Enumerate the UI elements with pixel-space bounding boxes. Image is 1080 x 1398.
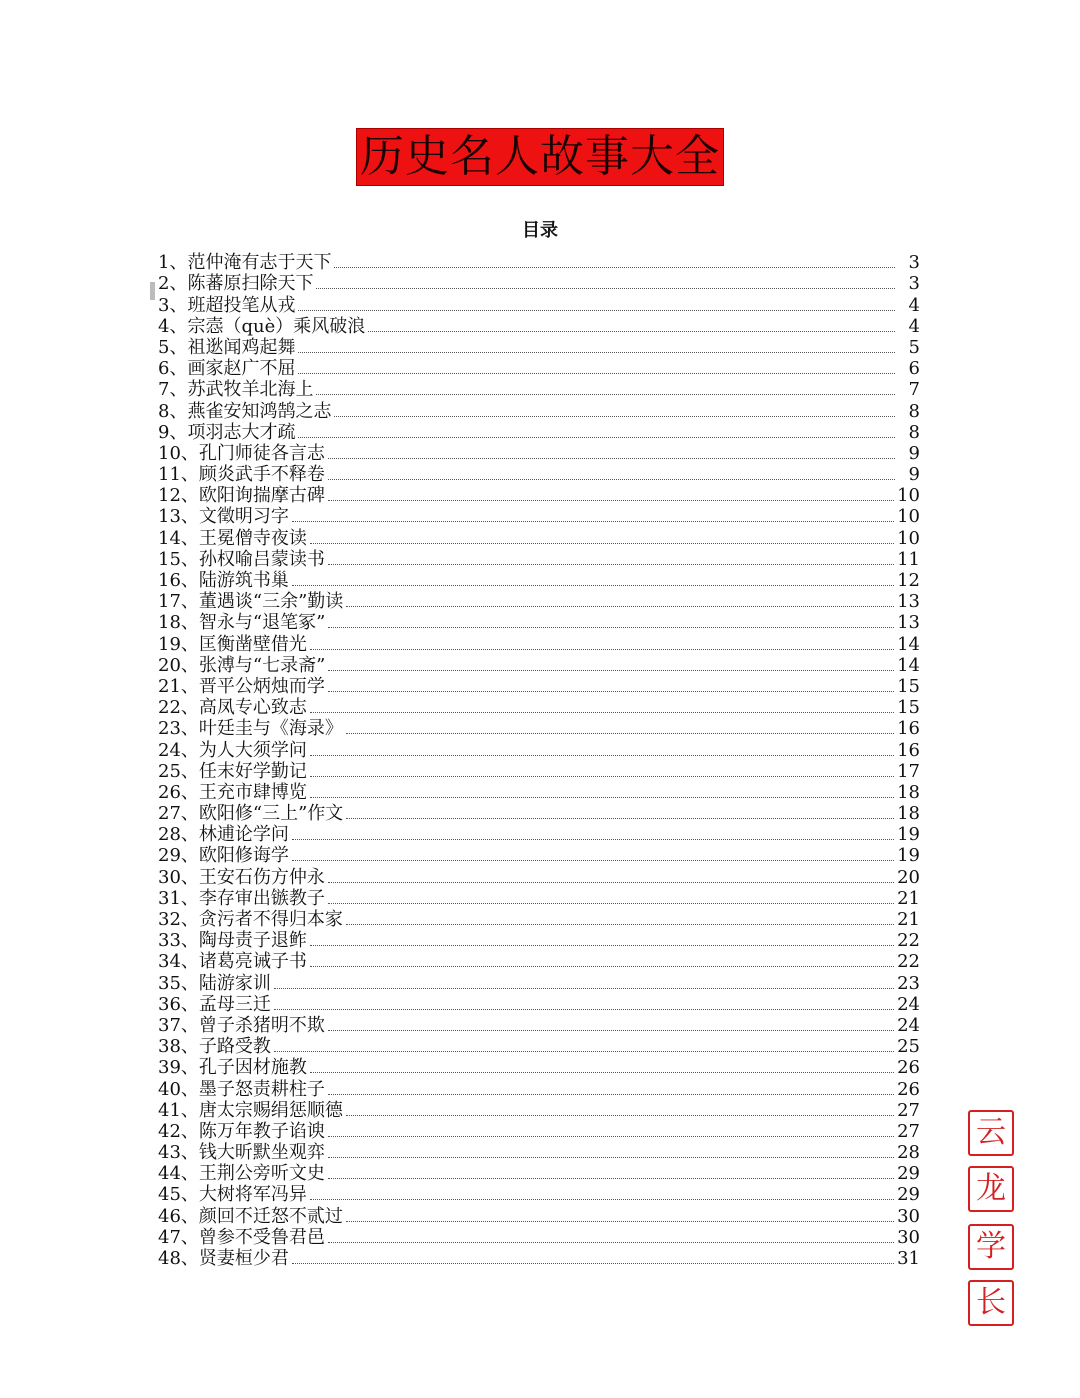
toc-entry[interactable] <box>158 1036 920 1057</box>
toc-entry[interactable] <box>158 782 920 803</box>
toc-page-number: 8 <box>908 421 920 443</box>
seal-character: 云 <box>968 1110 1014 1156</box>
toc-entry-title[interactable]: 曾参不受鲁君邑 <box>198 1226 325 1248</box>
toc-dot-leader <box>310 1072 894 1073</box>
toc-entry-number: 14、 <box>158 527 199 549</box>
toc-entry[interactable] <box>158 972 920 993</box>
toc-dot-leader <box>346 1115 894 1116</box>
toc-entry-title[interactable]: 任末好学勤记 <box>198 760 307 782</box>
toc-entry[interactable] <box>158 422 920 443</box>
toc-entry-title[interactable]: 班超投笔从戎 <box>187 294 296 316</box>
toc-page-number: 25 <box>897 1036 920 1058</box>
toc-page-number: 16 <box>897 718 920 740</box>
toc-entry-number: 26、 <box>158 781 199 803</box>
toc-dot-leader <box>328 1157 894 1158</box>
toc-heading: 目录 <box>522 220 558 241</box>
toc-entry-title[interactable]: 欧阳修诲学 <box>198 845 289 867</box>
toc-entry-title[interactable]: 墨子怒责耕柱子 <box>198 1078 325 1100</box>
toc-dot-leader <box>346 924 894 925</box>
toc-entry-number: 24、 <box>158 739 199 761</box>
toc-entry-title[interactable]: 叶廷圭与《海录》 <box>198 718 343 740</box>
toc-entry-number: 41、 <box>158 1099 199 1121</box>
toc-entry-number: 8、 <box>158 400 188 422</box>
toc-page-number: 9 <box>908 464 920 486</box>
toc-entry-number: 48、 <box>158 1248 199 1269</box>
toc-dot-leader <box>328 1030 894 1031</box>
toc-page-number: 15 <box>897 697 920 719</box>
toc-page-number: 27 <box>897 1120 920 1142</box>
toc-dot-leader <box>328 627 894 628</box>
toc-entry[interactable] <box>158 739 920 760</box>
toc-entry-title[interactable]: 颜回不迁怒不贰过 <box>198 1205 343 1227</box>
toc-dot-leader <box>298 437 895 438</box>
toc-entry[interactable] <box>158 655 920 676</box>
toc-dot-leader <box>328 882 894 883</box>
toc-dot-leader <box>334 416 895 417</box>
toc-dot-leader <box>346 1221 894 1222</box>
toc-dot-leader <box>328 1178 894 1179</box>
toc-entry-number: 32、 <box>158 909 199 930</box>
toc-entry-number: 25、 <box>158 760 199 782</box>
toc-page-number: 30 <box>897 1205 920 1227</box>
toc-entry[interactable] <box>158 400 920 421</box>
toc-entry[interactable] <box>158 273 920 294</box>
toc-page-number: 22 <box>897 951 920 973</box>
toc-entry-title[interactable]: 陈蕃原扫除天下 <box>187 273 314 295</box>
document-title: 历史名人故事大全 <box>360 131 720 182</box>
toc-entry[interactable] <box>158 1227 920 1248</box>
toc-page-number: 20 <box>897 866 920 888</box>
toc-entry-title[interactable]: 陶母责子退鲊 <box>198 930 307 952</box>
toc-entry-number: 6、 <box>158 358 188 380</box>
toc-entry-title[interactable]: 画家赵广不屈 <box>187 358 296 380</box>
toc-entry-number: 31、 <box>158 887 199 909</box>
toc-page-number: 13 <box>897 591 920 613</box>
toc-entry[interactable] <box>158 803 920 824</box>
toc-dot-leader <box>292 860 894 861</box>
toc-entry[interactable] <box>158 358 920 379</box>
toc-entry-number: 15、 <box>158 548 199 570</box>
toc-entry-number: 9、 <box>158 421 188 443</box>
toc-dot-leader <box>328 1094 894 1095</box>
toc-entry-title[interactable]: 陆游家训 <box>198 972 271 994</box>
toc-dot-leader <box>368 331 895 332</box>
table-of-contents <box>158 252 920 1269</box>
toc-dot-leader <box>316 288 895 289</box>
toc-entry-number: 16、 <box>158 570 199 591</box>
toc-entry-number: 4、 <box>158 315 188 337</box>
toc-page-number: 27 <box>897 1099 920 1121</box>
toc-entry-number: 33、 <box>158 930 199 952</box>
toc-dot-leader <box>316 394 895 395</box>
toc-dot-leader <box>310 1199 894 1200</box>
toc-entry-title[interactable]: 张溥与“七录斋” <box>198 654 326 676</box>
toc-entry-number: 3、 <box>158 294 188 316</box>
toc-entry[interactable] <box>158 443 920 464</box>
toc-entry-number: 45、 <box>158 1184 199 1206</box>
toc-entry-title[interactable]: 陈万年教子谄谀 <box>198 1120 325 1142</box>
toc-page-number: 7 <box>908 379 920 401</box>
toc-entry-title[interactable]: 孙权喻吕蒙读书 <box>198 548 325 570</box>
toc-entry-number: 36、 <box>158 993 199 1015</box>
toc-dot-leader <box>310 776 894 777</box>
toc-entry-number: 5、 <box>158 336 188 358</box>
toc-entry[interactable] <box>158 549 920 570</box>
toc-entry-number: 2、 <box>158 273 188 295</box>
toc-page-number: 10 <box>897 527 920 549</box>
toc-entry-number: 37、 <box>158 1014 199 1036</box>
toc-dot-leader <box>346 606 894 607</box>
toc-entry[interactable] <box>158 845 920 866</box>
toc-entry-number: 30、 <box>158 866 199 888</box>
toc-entry[interactable] <box>158 464 920 485</box>
toc-entry[interactable] <box>158 1142 920 1163</box>
toc-entry-title[interactable]: 孔子因材施教 <box>198 1057 307 1079</box>
toc-entry[interactable] <box>158 676 920 697</box>
toc-entry-number: 13、 <box>158 506 199 528</box>
toc-page-number: 18 <box>897 803 920 825</box>
toc-entry-number: 38、 <box>158 1036 199 1058</box>
seal-character: 龙 <box>968 1166 1014 1212</box>
toc-dot-leader <box>274 988 894 989</box>
seal-character: 长 <box>968 1280 1014 1326</box>
toc-page-number: 17 <box>897 760 920 782</box>
toc-entry[interactable] <box>158 697 920 718</box>
toc-entry-title[interactable]: 王安石伤方仲永 <box>198 866 325 888</box>
toc-entry[interactable] <box>158 994 920 1015</box>
toc-entry[interactable] <box>158 866 920 887</box>
toc-page-number: 19 <box>897 824 920 846</box>
toc-entry-title[interactable]: 文徵明习字 <box>198 506 289 528</box>
toc-entry[interactable] <box>158 1100 920 1121</box>
toc-entry-title[interactable]: 孟母三迁 <box>198 993 271 1015</box>
toc-entry-number: 22、 <box>158 697 199 719</box>
toc-page-number: 6 <box>908 358 920 380</box>
toc-entry-number: 17、 <box>158 591 199 613</box>
toc-entry-title[interactable]: 曾子杀猪明不欺 <box>198 1014 325 1036</box>
toc-page-number: 31 <box>897 1248 920 1269</box>
toc-dot-leader <box>274 1009 894 1010</box>
toc-entry[interactable] <box>158 1184 920 1205</box>
toc-entry[interactable] <box>158 1163 920 1184</box>
toc-page-number: 11 <box>897 548 920 570</box>
toc-page-number: 24 <box>897 1014 920 1036</box>
toc-entry[interactable] <box>158 1057 920 1078</box>
toc-page-number: 13 <box>897 612 920 634</box>
toc-entry-title[interactable]: 子路受教 <box>198 1036 271 1058</box>
toc-entry-title[interactable]: 范仲淹有志于天下 <box>187 252 332 274</box>
toc-entry-number: 7、 <box>158 379 188 401</box>
toc-page-number: 30 <box>897 1226 920 1248</box>
toc-entry-title[interactable]: 宗悫（què）乘风破浪 <box>187 315 366 337</box>
toc-page-number: 28 <box>897 1142 920 1164</box>
toc-entry-number: 10、 <box>158 442 199 464</box>
toc-entry[interactable] <box>158 294 920 315</box>
toc-page-number: 29 <box>897 1184 920 1206</box>
toc-entry-title[interactable]: 董遇谈“三余”勤读 <box>198 591 344 613</box>
toc-page-number: 5 <box>908 336 920 358</box>
seal-character: 学 <box>968 1224 1014 1270</box>
toc-entry-number: 44、 <box>158 1163 199 1185</box>
toc-entry-title[interactable]: 钱大昕默坐观弈 <box>198 1142 325 1164</box>
toc-dot-leader <box>328 691 894 692</box>
toc-entry[interactable] <box>158 337 920 358</box>
toc-entry-number: 35、 <box>158 972 199 994</box>
toc-page-number: 26 <box>897 1078 920 1100</box>
toc-entry[interactable] <box>158 506 920 527</box>
toc-entry-title[interactable]: 匡衡凿壁借光 <box>198 633 307 655</box>
toc-entry-title[interactable]: 林逋论学问 <box>198 824 289 846</box>
toc-entry-number: 29、 <box>158 845 199 867</box>
toc-entry-number: 34、 <box>158 951 199 973</box>
toc-entry-title[interactable]: 为人大须学问 <box>198 739 307 761</box>
toc-entry-number: 1、 <box>158 252 188 274</box>
toc-entry[interactable] <box>158 591 920 612</box>
toc-entry-title[interactable]: 大树将军冯异 <box>198 1184 307 1206</box>
toc-dot-leader <box>328 500 894 501</box>
toc-page-number: 4 <box>908 315 920 337</box>
toc-entry-number: 20、 <box>158 654 199 676</box>
toc-page-number: 9 <box>908 442 920 464</box>
toc-dot-leader <box>328 479 895 480</box>
toc-entry[interactable] <box>158 252 920 273</box>
toc-dot-leader <box>328 1242 894 1243</box>
toc-page-number: 26 <box>897 1057 920 1079</box>
toc-entry-number: 39、 <box>158 1057 199 1079</box>
toc-entry[interactable] <box>158 527 920 548</box>
toc-page-number: 23 <box>897 972 920 994</box>
toc-entry-number: 28、 <box>158 824 199 846</box>
toc-entry[interactable] <box>158 930 920 951</box>
toc-entry[interactable] <box>158 1121 920 1142</box>
toc-entry-number: 40、 <box>158 1078 199 1100</box>
toc-dot-leader <box>298 352 895 353</box>
toc-entry[interactable] <box>158 1205 920 1226</box>
toc-entry-title[interactable]: 王冕僧寺夜读 <box>198 527 307 549</box>
toc-entry-number: 18、 <box>158 612 199 634</box>
toc-entry-number: 11、 <box>158 464 199 486</box>
toc-entry-title[interactable]: 高凤专心致志 <box>198 697 307 719</box>
toc-entry-title[interactable]: 唐太宗赐绢惩顺德 <box>198 1099 343 1121</box>
toc-entry-title[interactable]: 祖逖闻鸡起舞 <box>187 336 296 358</box>
toc-page-number: 21 <box>897 887 920 909</box>
toc-entry[interactable] <box>158 1078 920 1099</box>
toc-page-number: 16 <box>897 739 920 761</box>
toc-entry[interactable] <box>158 888 920 909</box>
toc-dot-leader <box>298 373 895 374</box>
toc-dot-leader <box>328 903 894 904</box>
toc-entry-title[interactable]: 欧阳询揣摩古碑 <box>198 485 325 507</box>
toc-entry-title[interactable]: 王充市肆博览 <box>198 781 307 803</box>
toc-entry-title[interactable]: 李存审出镞教子 <box>198 887 325 909</box>
toc-entry-title[interactable]: 项羽志大才疏 <box>187 421 296 443</box>
toc-entry-title[interactable]: 孔门师徒各言志 <box>198 442 325 464</box>
toc-entry-title[interactable]: 王荆公旁听文史 <box>198 1163 325 1185</box>
toc-entry-title[interactable]: 燕雀安知鸿鹄之志 <box>187 400 332 422</box>
cursor-marker <box>150 282 155 300</box>
toc-entry-number: 43、 <box>158 1142 199 1164</box>
toc-dot-leader <box>310 543 894 544</box>
toc-entry[interactable] <box>158 316 920 337</box>
toc-page-number: 10 <box>897 485 920 507</box>
toc-page-number: 10 <box>897 506 920 528</box>
toc-dot-leader <box>310 966 894 967</box>
toc-entry-title[interactable]: 陆游筑书巢 <box>198 570 289 591</box>
toc-entry[interactable] <box>158 1248 920 1269</box>
toc-entry[interactable] <box>158 570 920 591</box>
toc-entry[interactable] <box>158 761 920 782</box>
toc-dot-leader <box>328 564 894 565</box>
toc-entry[interactable] <box>158 379 920 400</box>
title-banner <box>356 128 724 186</box>
toc-dot-leader <box>310 945 894 946</box>
toc-entry-number: 27、 <box>158 803 199 825</box>
toc-dot-leader <box>310 797 894 798</box>
toc-dot-leader <box>274 1051 894 1052</box>
toc-entry-number: 47、 <box>158 1226 199 1248</box>
toc-page-number: 22 <box>897 930 920 952</box>
toc-dot-leader <box>292 839 894 840</box>
toc-dot-leader <box>292 1263 894 1264</box>
toc-entry-title[interactable]: 智永与“退笔冢” <box>198 612 326 634</box>
toc-entry[interactable] <box>158 633 920 654</box>
toc-entry-number: 19、 <box>158 633 199 655</box>
toc-entry-title[interactable]: 诸葛亮诫子书 <box>198 951 307 973</box>
toc-dot-leader <box>328 1136 894 1137</box>
toc-page-number: 4 <box>908 294 920 316</box>
toc-page-number: 18 <box>897 781 920 803</box>
toc-entry-title[interactable]: 顾炎武手不释卷 <box>198 464 325 486</box>
toc-entry[interactable] <box>158 824 920 845</box>
toc-dot-leader <box>298 310 895 311</box>
toc-entry-title[interactable]: 贪污者不得归本家 <box>198 909 343 930</box>
toc-entry[interactable] <box>158 1015 920 1036</box>
toc-dot-leader <box>346 733 894 734</box>
toc-entry-number: 23、 <box>158 718 199 740</box>
toc-entry-number: 21、 <box>158 675 199 697</box>
toc-dot-leader <box>292 585 894 586</box>
toc-page-number: 24 <box>897 993 920 1015</box>
toc-dot-leader <box>334 267 895 268</box>
toc-entry[interactable] <box>158 485 920 506</box>
toc-dot-leader <box>310 755 894 756</box>
toc-page-number: 14 <box>897 654 920 676</box>
toc-dot-leader <box>346 818 894 819</box>
toc-entry-title[interactable]: 贤妻桓少君 <box>198 1248 289 1269</box>
toc-page-number: 12 <box>897 570 920 591</box>
toc-entry[interactable] <box>158 909 920 930</box>
toc-page-number: 8 <box>908 400 920 422</box>
toc-page-number: 14 <box>897 633 920 655</box>
toc-page-number: 15 <box>897 675 920 697</box>
toc-dot-leader <box>328 458 895 459</box>
toc-page-number: 21 <box>897 909 920 930</box>
toc-page-number: 29 <box>897 1163 920 1185</box>
toc-entry-title[interactable]: 欧阳修“三上”作文 <box>198 803 344 825</box>
toc-dot-leader <box>310 649 894 650</box>
toc-entry[interactable] <box>158 612 920 633</box>
toc-entry-number: 46、 <box>158 1205 199 1227</box>
toc-dot-leader <box>328 670 894 671</box>
toc-entry-title[interactable]: 苏武牧羊北海上 <box>187 379 314 401</box>
toc-dot-leader <box>310 712 894 713</box>
toc-entry[interactable] <box>158 718 920 739</box>
toc-entry-title[interactable]: 晋平公炳烛而学 <box>198 675 325 697</box>
toc-entry-number: 42、 <box>158 1120 199 1142</box>
toc-dot-leader <box>292 521 894 522</box>
toc-page-number: 3 <box>908 252 920 274</box>
toc-entry-number: 12、 <box>158 485 199 507</box>
toc-page-number: 3 <box>908 273 920 295</box>
toc-entry[interactable] <box>158 951 920 972</box>
toc-page-number: 19 <box>897 845 920 867</box>
